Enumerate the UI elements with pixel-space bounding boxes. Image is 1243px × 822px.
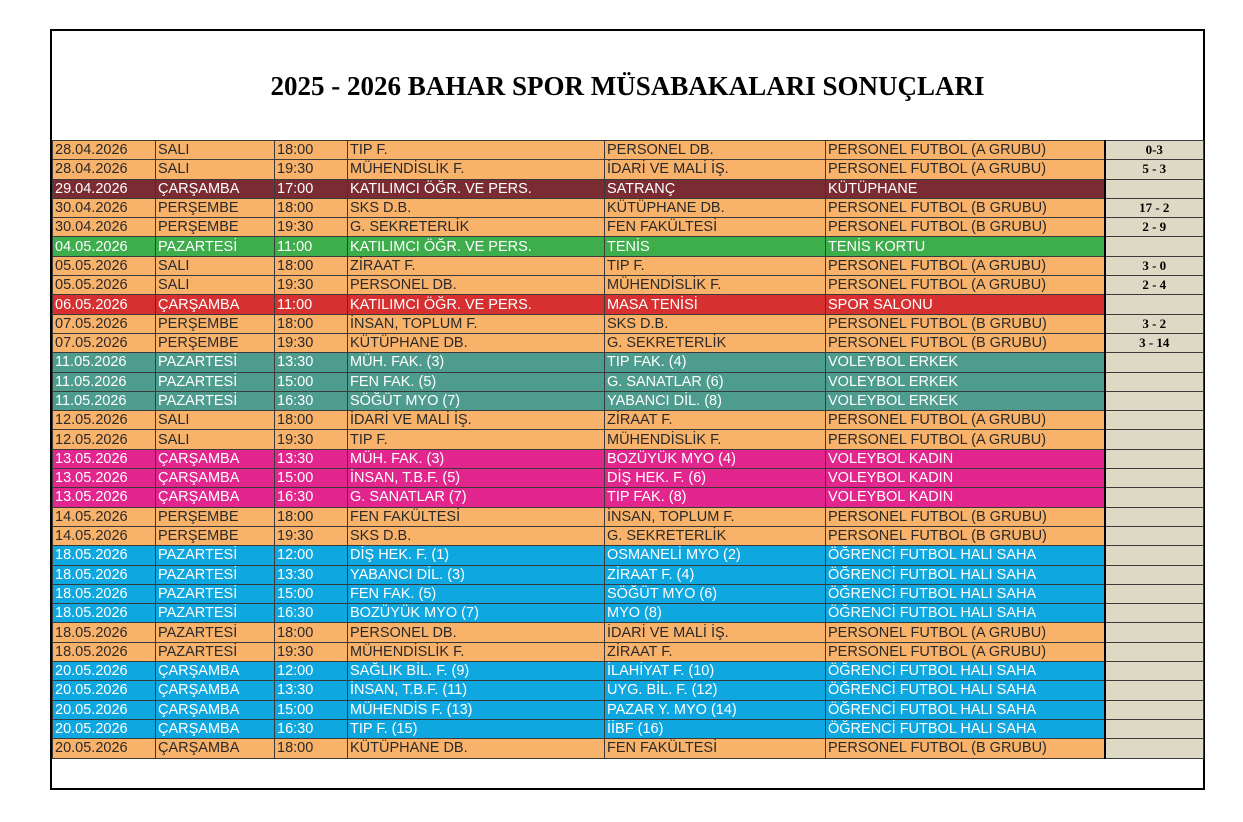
cell-time: 13:30: [275, 565, 348, 584]
table-row: [53, 160, 1204, 179]
cell-team2: UYG. BİL. F. (12): [605, 681, 826, 700]
cell-time: 12:00: [275, 546, 348, 565]
cell-date: 06.05.2026: [53, 295, 156, 314]
cell-time: 15:00: [275, 700, 348, 719]
cell-sport: ÖĞRENCİ FUTBOL HALI SAHA: [826, 681, 1105, 700]
cell-time: 18:00: [275, 256, 348, 275]
cell-team1: SAĞLIK BİL. F. (9): [348, 662, 605, 681]
cell-team1: KATILIMCI ÖĞR. VE PERS.: [348, 179, 605, 198]
cell-time: 18:00: [275, 198, 348, 217]
cell-score: [1105, 681, 1204, 700]
cell-team1: PERSONEL DB.: [348, 623, 605, 642]
cell-sport: VOLEYBOL KADIN: [826, 449, 1105, 468]
cell-team2: İİBF (16): [605, 719, 826, 738]
table-row: [53, 353, 1204, 372]
cell-team2: MÜHENDİSLİK F.: [605, 430, 826, 449]
cell-sport: PERSONEL FUTBOL (A GRUBU): [826, 276, 1105, 295]
cell-team2: ZİRAAT F. (4): [605, 565, 826, 584]
cell-time: 18:00: [275, 411, 348, 430]
cell-team2: SATRANÇ: [605, 179, 826, 198]
cell-time: 15:00: [275, 584, 348, 603]
table-row: [53, 546, 1204, 565]
cell-team2: TIP FAK. (8): [605, 488, 826, 507]
cell-score: [1105, 642, 1204, 661]
cell-team1: İNSAN, TOPLUM F.: [348, 314, 605, 333]
cell-team2: G. SANATLAR (6): [605, 372, 826, 391]
cell-day: PERŞEMBE: [156, 314, 275, 333]
table-row: [53, 276, 1204, 295]
table-row: [53, 295, 1204, 314]
cell-day: ÇARŞAMBA: [156, 739, 275, 758]
cell-team2: İLAHİYAT F. (10): [605, 662, 826, 681]
table-row: [53, 449, 1204, 468]
cell-score: [1105, 449, 1204, 468]
cell-sport: ÖĞRENCİ FUTBOL HALI SAHA: [826, 584, 1105, 603]
cell-team1: İNSAN, T.B.F. (11): [348, 681, 605, 700]
table-row: [53, 642, 1204, 661]
results-body: [53, 141, 1204, 759]
cell-team2: KÜTÜPHANE DB.: [605, 198, 826, 217]
cell-sport: PERSONEL FUTBOL (A GRUBU): [826, 642, 1105, 661]
cell-team1: KÜTÜPHANE DB.: [348, 739, 605, 758]
table-row: [53, 256, 1204, 275]
cell-score: [1105, 430, 1204, 449]
cell-date: 18.05.2026: [53, 642, 156, 661]
table-row: [53, 681, 1204, 700]
cell-team1: MÜHENDİSLİK F.: [348, 642, 605, 661]
cell-time: 19:30: [275, 642, 348, 661]
table-row: [53, 237, 1204, 256]
cell-team1: FEN FAK. (5): [348, 584, 605, 603]
cell-score: 3 - 2: [1105, 314, 1204, 333]
cell-sport: VOLEYBOL KADIN: [826, 469, 1105, 488]
cell-date: 29.04.2026: [53, 179, 156, 198]
cell-date: 18.05.2026: [53, 623, 156, 642]
results-table: [52, 140, 1204, 759]
cell-team2: SKS D.B.: [605, 314, 826, 333]
table-row: [53, 179, 1204, 198]
cell-day: SALI: [156, 141, 275, 160]
table-row: [53, 584, 1204, 603]
cell-score: [1105, 584, 1204, 603]
cell-date: 07.05.2026: [53, 314, 156, 333]
cell-date: 12.05.2026: [53, 430, 156, 449]
title-area: [52, 31, 1203, 140]
table-row: [53, 141, 1204, 160]
cell-day: PAZARTESİ: [156, 623, 275, 642]
cell-day: SALI: [156, 411, 275, 430]
cell-time: 16:30: [275, 391, 348, 410]
table-row: [53, 662, 1204, 681]
cell-sport: ÖĞRENCİ FUTBOL HALI SAHA: [826, 719, 1105, 738]
cell-date: 04.05.2026: [53, 237, 156, 256]
cell-team2: MÜHENDİSLİK F.: [605, 276, 826, 295]
cell-time: 19:30: [275, 430, 348, 449]
cell-day: ÇARŞAMBA: [156, 700, 275, 719]
cell-sport: PERSONEL FUTBOL (B GRUBU): [826, 739, 1105, 758]
cell-team2: FEN FAKÜLTESİ: [605, 739, 826, 758]
cell-day: ÇARŞAMBA: [156, 719, 275, 738]
cell-date: 05.05.2026: [53, 256, 156, 275]
cell-team1: PERSONEL DB.: [348, 276, 605, 295]
cell-team2: G. SEKRETERLİK: [605, 333, 826, 352]
cell-team2: İDARİ VE MALİ İŞ.: [605, 160, 826, 179]
cell-team1: İNSAN, T.B.F. (5): [348, 469, 605, 488]
cell-team1: KÜTÜPHANE DB.: [348, 333, 605, 352]
cell-team1: KATILIMCI ÖĞR. VE PERS.: [348, 295, 605, 314]
cell-score: [1105, 604, 1204, 623]
cell-day: ÇARŞAMBA: [156, 662, 275, 681]
cell-day: SALI: [156, 160, 275, 179]
cell-date: 13.05.2026: [53, 469, 156, 488]
cell-date: 18.05.2026: [53, 546, 156, 565]
cell-day: ÇARŞAMBA: [156, 449, 275, 468]
cell-sport: PERSONEL FUTBOL (B GRUBU): [826, 507, 1105, 526]
cell-date: 20.05.2026: [53, 662, 156, 681]
cell-time: 11:00: [275, 295, 348, 314]
table-row: [53, 526, 1204, 545]
cell-team1: YABANCI DİL. (3): [348, 565, 605, 584]
cell-sport: VOLEYBOL ERKEK: [826, 372, 1105, 391]
cell-sport: VOLEYBOL ERKEK: [826, 353, 1105, 372]
cell-team2: İDARİ VE MALİ İŞ.: [605, 623, 826, 642]
cell-team2: FEN FAKÜLTESİ: [605, 218, 826, 237]
cell-time: 18:00: [275, 314, 348, 333]
cell-team1: G. SEKRETERLİK: [348, 218, 605, 237]
cell-score: [1105, 565, 1204, 584]
cell-day: PAZARTESİ: [156, 642, 275, 661]
cell-time: 13:30: [275, 353, 348, 372]
cell-score: [1105, 526, 1204, 545]
cell-team1: G. SANATLAR (7): [348, 488, 605, 507]
cell-team2: MASA TENİSİ: [605, 295, 826, 314]
cell-time: 13:30: [275, 681, 348, 700]
cell-team2: MYO (8): [605, 604, 826, 623]
cell-date: 11.05.2026: [53, 391, 156, 410]
table-row: [53, 430, 1204, 449]
cell-team1: MÜHENDİSLİK F.: [348, 160, 605, 179]
cell-day: PERŞEMBE: [156, 218, 275, 237]
cell-score: [1105, 546, 1204, 565]
cell-score: [1105, 662, 1204, 681]
cell-sport: SPOR SALONU: [826, 295, 1105, 314]
cell-sport: PERSONEL FUTBOL (A GRUBU): [826, 160, 1105, 179]
cell-sport: ÖĞRENCİ FUTBOL HALI SAHA: [826, 700, 1105, 719]
cell-team1: ZİRAAT F.: [348, 256, 605, 275]
cell-score: 2 - 4: [1105, 276, 1204, 295]
cell-day: PAZARTESİ: [156, 353, 275, 372]
cell-day: SALI: [156, 276, 275, 295]
cell-day: PAZARTESİ: [156, 604, 275, 623]
cell-date: 13.05.2026: [53, 488, 156, 507]
cell-team2: PAZAR Y. MYO (14): [605, 700, 826, 719]
results-sheet: [50, 29, 1205, 790]
cell-score: [1105, 372, 1204, 391]
cell-team2: ZİRAAT F.: [605, 411, 826, 430]
table-row: [53, 314, 1204, 333]
cell-day: PERŞEMBE: [156, 507, 275, 526]
cell-day: ÇARŞAMBA: [156, 179, 275, 198]
cell-sport: ÖĞRENCİ FUTBOL HALI SAHA: [826, 565, 1105, 584]
cell-time: 18:00: [275, 507, 348, 526]
cell-score: [1105, 469, 1204, 488]
cell-date: 28.04.2026: [53, 141, 156, 160]
cell-day: PAZARTESİ: [156, 565, 275, 584]
cell-time: 18:00: [275, 141, 348, 160]
cell-day: PAZARTESİ: [156, 237, 275, 256]
cell-sport: PERSONEL FUTBOL (B GRUBU): [826, 198, 1105, 217]
cell-sport: PERSONEL FUTBOL (A GRUBU): [826, 256, 1105, 275]
cell-team1: FEN FAK. (5): [348, 372, 605, 391]
cell-time: 15:00: [275, 469, 348, 488]
cell-date: 28.04.2026: [53, 160, 156, 179]
table-row: [53, 333, 1204, 352]
cell-score: [1105, 179, 1204, 198]
cell-sport: PERSONEL FUTBOL (A GRUBU): [826, 411, 1105, 430]
cell-score: [1105, 237, 1204, 256]
cell-time: 18:00: [275, 739, 348, 758]
cell-date: 20.05.2026: [53, 681, 156, 700]
cell-team1: SKS D.B.: [348, 526, 605, 545]
cell-team1: TIP F. (15): [348, 719, 605, 738]
cell-time: 19:30: [275, 160, 348, 179]
cell-team1: SÖĞÜT MYO (7): [348, 391, 605, 410]
cell-date: 18.05.2026: [53, 565, 156, 584]
cell-sport: ÖĞRENCİ FUTBOL HALI SAHA: [826, 546, 1105, 565]
cell-team2: TIP FAK. (4): [605, 353, 826, 372]
cell-day: ÇARŞAMBA: [156, 681, 275, 700]
cell-day: ÇARŞAMBA: [156, 469, 275, 488]
cell-sport: PERSONEL FUTBOL (B GRUBU): [826, 218, 1105, 237]
cell-team1: MÜHENDİS F. (13): [348, 700, 605, 719]
cell-score: [1105, 391, 1204, 410]
table-row: [53, 719, 1204, 738]
cell-team1: SKS D.B.: [348, 198, 605, 217]
cell-team1: DİŞ HEK. F. (1): [348, 546, 605, 565]
cell-date: 14.05.2026: [53, 526, 156, 545]
cell-time: 16:30: [275, 719, 348, 738]
cell-team2: PERSONEL DB.: [605, 141, 826, 160]
cell-date: 07.05.2026: [53, 333, 156, 352]
cell-score: 5 - 3: [1105, 160, 1204, 179]
cell-team2: OSMANELİ MYO (2): [605, 546, 826, 565]
cell-time: 16:30: [275, 488, 348, 507]
cell-day: ÇARŞAMBA: [156, 488, 275, 507]
cell-team1: TIP F.: [348, 141, 605, 160]
cell-date: 13.05.2026: [53, 449, 156, 468]
cell-date: 20.05.2026: [53, 739, 156, 758]
cell-time: 19:30: [275, 333, 348, 352]
cell-sport: ÖĞRENCİ FUTBOL HALI SAHA: [826, 662, 1105, 681]
cell-date: 18.05.2026: [53, 604, 156, 623]
cell-score: [1105, 295, 1204, 314]
cell-team2: İNSAN, TOPLUM F.: [605, 507, 826, 526]
cell-score: [1105, 411, 1204, 430]
cell-score: [1105, 739, 1204, 758]
cell-sport: TENİS KORTU: [826, 237, 1105, 256]
cell-day: PAZARTESİ: [156, 391, 275, 410]
cell-score: [1105, 700, 1204, 719]
table-row: [53, 623, 1204, 642]
cell-score: [1105, 507, 1204, 526]
cell-day: PERŞEMBE: [156, 198, 275, 217]
cell-team1: FEN FAKÜLTESİ: [348, 507, 605, 526]
cell-team2: SÖĞÜT MYO (6): [605, 584, 826, 603]
cell-score: [1105, 719, 1204, 738]
cell-date: 05.05.2026: [53, 276, 156, 295]
cell-sport: PERSONEL FUTBOL (B GRUBU): [826, 314, 1105, 333]
cell-date: 14.05.2026: [53, 507, 156, 526]
cell-score: [1105, 623, 1204, 642]
table-row: [53, 739, 1204, 758]
cell-time: 16:30: [275, 604, 348, 623]
cell-date: 30.04.2026: [53, 198, 156, 217]
page-title: 2025 - 2026 BAHAR SPOR MÜSABAKALARI SONUÇLARI: [270, 71, 985, 101]
table-row: [53, 198, 1204, 217]
cell-score: [1105, 353, 1204, 372]
table-row: [53, 604, 1204, 623]
cell-time: 11:00: [275, 237, 348, 256]
cell-time: 17:00: [275, 179, 348, 198]
cell-sport: PERSONEL FUTBOL (A GRUBU): [826, 141, 1105, 160]
cell-date: 12.05.2026: [53, 411, 156, 430]
cell-team2: ZİRAAT F.: [605, 642, 826, 661]
cell-day: PERŞEMBE: [156, 333, 275, 352]
cell-score: 2 - 9: [1105, 218, 1204, 237]
cell-score: 0-3: [1105, 141, 1204, 160]
table-row: [53, 218, 1204, 237]
cell-team2: G. SEKRETERLİK: [605, 526, 826, 545]
cell-sport: ÖĞRENCİ FUTBOL HALI SAHA: [826, 604, 1105, 623]
cell-score: [1105, 488, 1204, 507]
cell-score: 17 - 2: [1105, 198, 1204, 217]
cell-date: 20.05.2026: [53, 700, 156, 719]
table-row: [53, 488, 1204, 507]
cell-sport: PERSONEL FUTBOL (B GRUBU): [826, 526, 1105, 545]
cell-time: 13:30: [275, 449, 348, 468]
cell-time: 19:30: [275, 218, 348, 237]
cell-date: 30.04.2026: [53, 218, 156, 237]
cell-time: 18:00: [275, 623, 348, 642]
cell-team1: MÜH. FAK. (3): [348, 353, 605, 372]
cell-team2: TENİS: [605, 237, 826, 256]
table-row: [53, 391, 1204, 410]
cell-date: 20.05.2026: [53, 719, 156, 738]
cell-sport: PERSONEL FUTBOL (A GRUBU): [826, 430, 1105, 449]
cell-time: 19:30: [275, 526, 348, 545]
cell-team1: MÜH. FAK. (3): [348, 449, 605, 468]
cell-team1: İDARİ VE MALİ İŞ.: [348, 411, 605, 430]
cell-sport: PERSONEL FUTBOL (B GRUBU): [826, 333, 1105, 352]
table-row: [53, 372, 1204, 391]
cell-day: PAZARTESİ: [156, 546, 275, 565]
cell-team1: TIP F.: [348, 430, 605, 449]
cell-sport: VOLEYBOL ERKEK: [826, 391, 1105, 410]
cell-time: 19:30: [275, 276, 348, 295]
table-row: [53, 565, 1204, 584]
cell-day: SALI: [156, 256, 275, 275]
cell-team2: BOZÜYÜK MYO (4): [605, 449, 826, 468]
cell-date: 18.05.2026: [53, 584, 156, 603]
cell-day: SALI: [156, 430, 275, 449]
cell-team1: BOZÜYÜK MYO (7): [348, 604, 605, 623]
cell-time: 12:00: [275, 662, 348, 681]
cell-day: PERŞEMBE: [156, 526, 275, 545]
cell-day: PAZARTESİ: [156, 584, 275, 603]
table-row: [53, 469, 1204, 488]
table-row: [53, 411, 1204, 430]
cell-sport: VOLEYBOL KADIN: [826, 488, 1105, 507]
cell-score: 3 - 14: [1105, 333, 1204, 352]
cell-sport: KÜTÜPHANE: [826, 179, 1105, 198]
table-row: [53, 507, 1204, 526]
cell-team1: KATILIMCI ÖĞR. VE PERS.: [348, 237, 605, 256]
cell-team2: DİŞ HEK. F. (6): [605, 469, 826, 488]
cell-time: 15:00: [275, 372, 348, 391]
cell-score: 3 - 0: [1105, 256, 1204, 275]
cell-sport: PERSONEL FUTBOL (A GRUBU): [826, 623, 1105, 642]
cell-date: 11.05.2026: [53, 353, 156, 372]
cell-day: PAZARTESİ: [156, 372, 275, 391]
cell-date: 11.05.2026: [53, 372, 156, 391]
table-row: [53, 700, 1204, 719]
cell-team2: TIP F.: [605, 256, 826, 275]
cell-team2: YABANCI DİL. (8): [605, 391, 826, 410]
cell-day: ÇARŞAMBA: [156, 295, 275, 314]
